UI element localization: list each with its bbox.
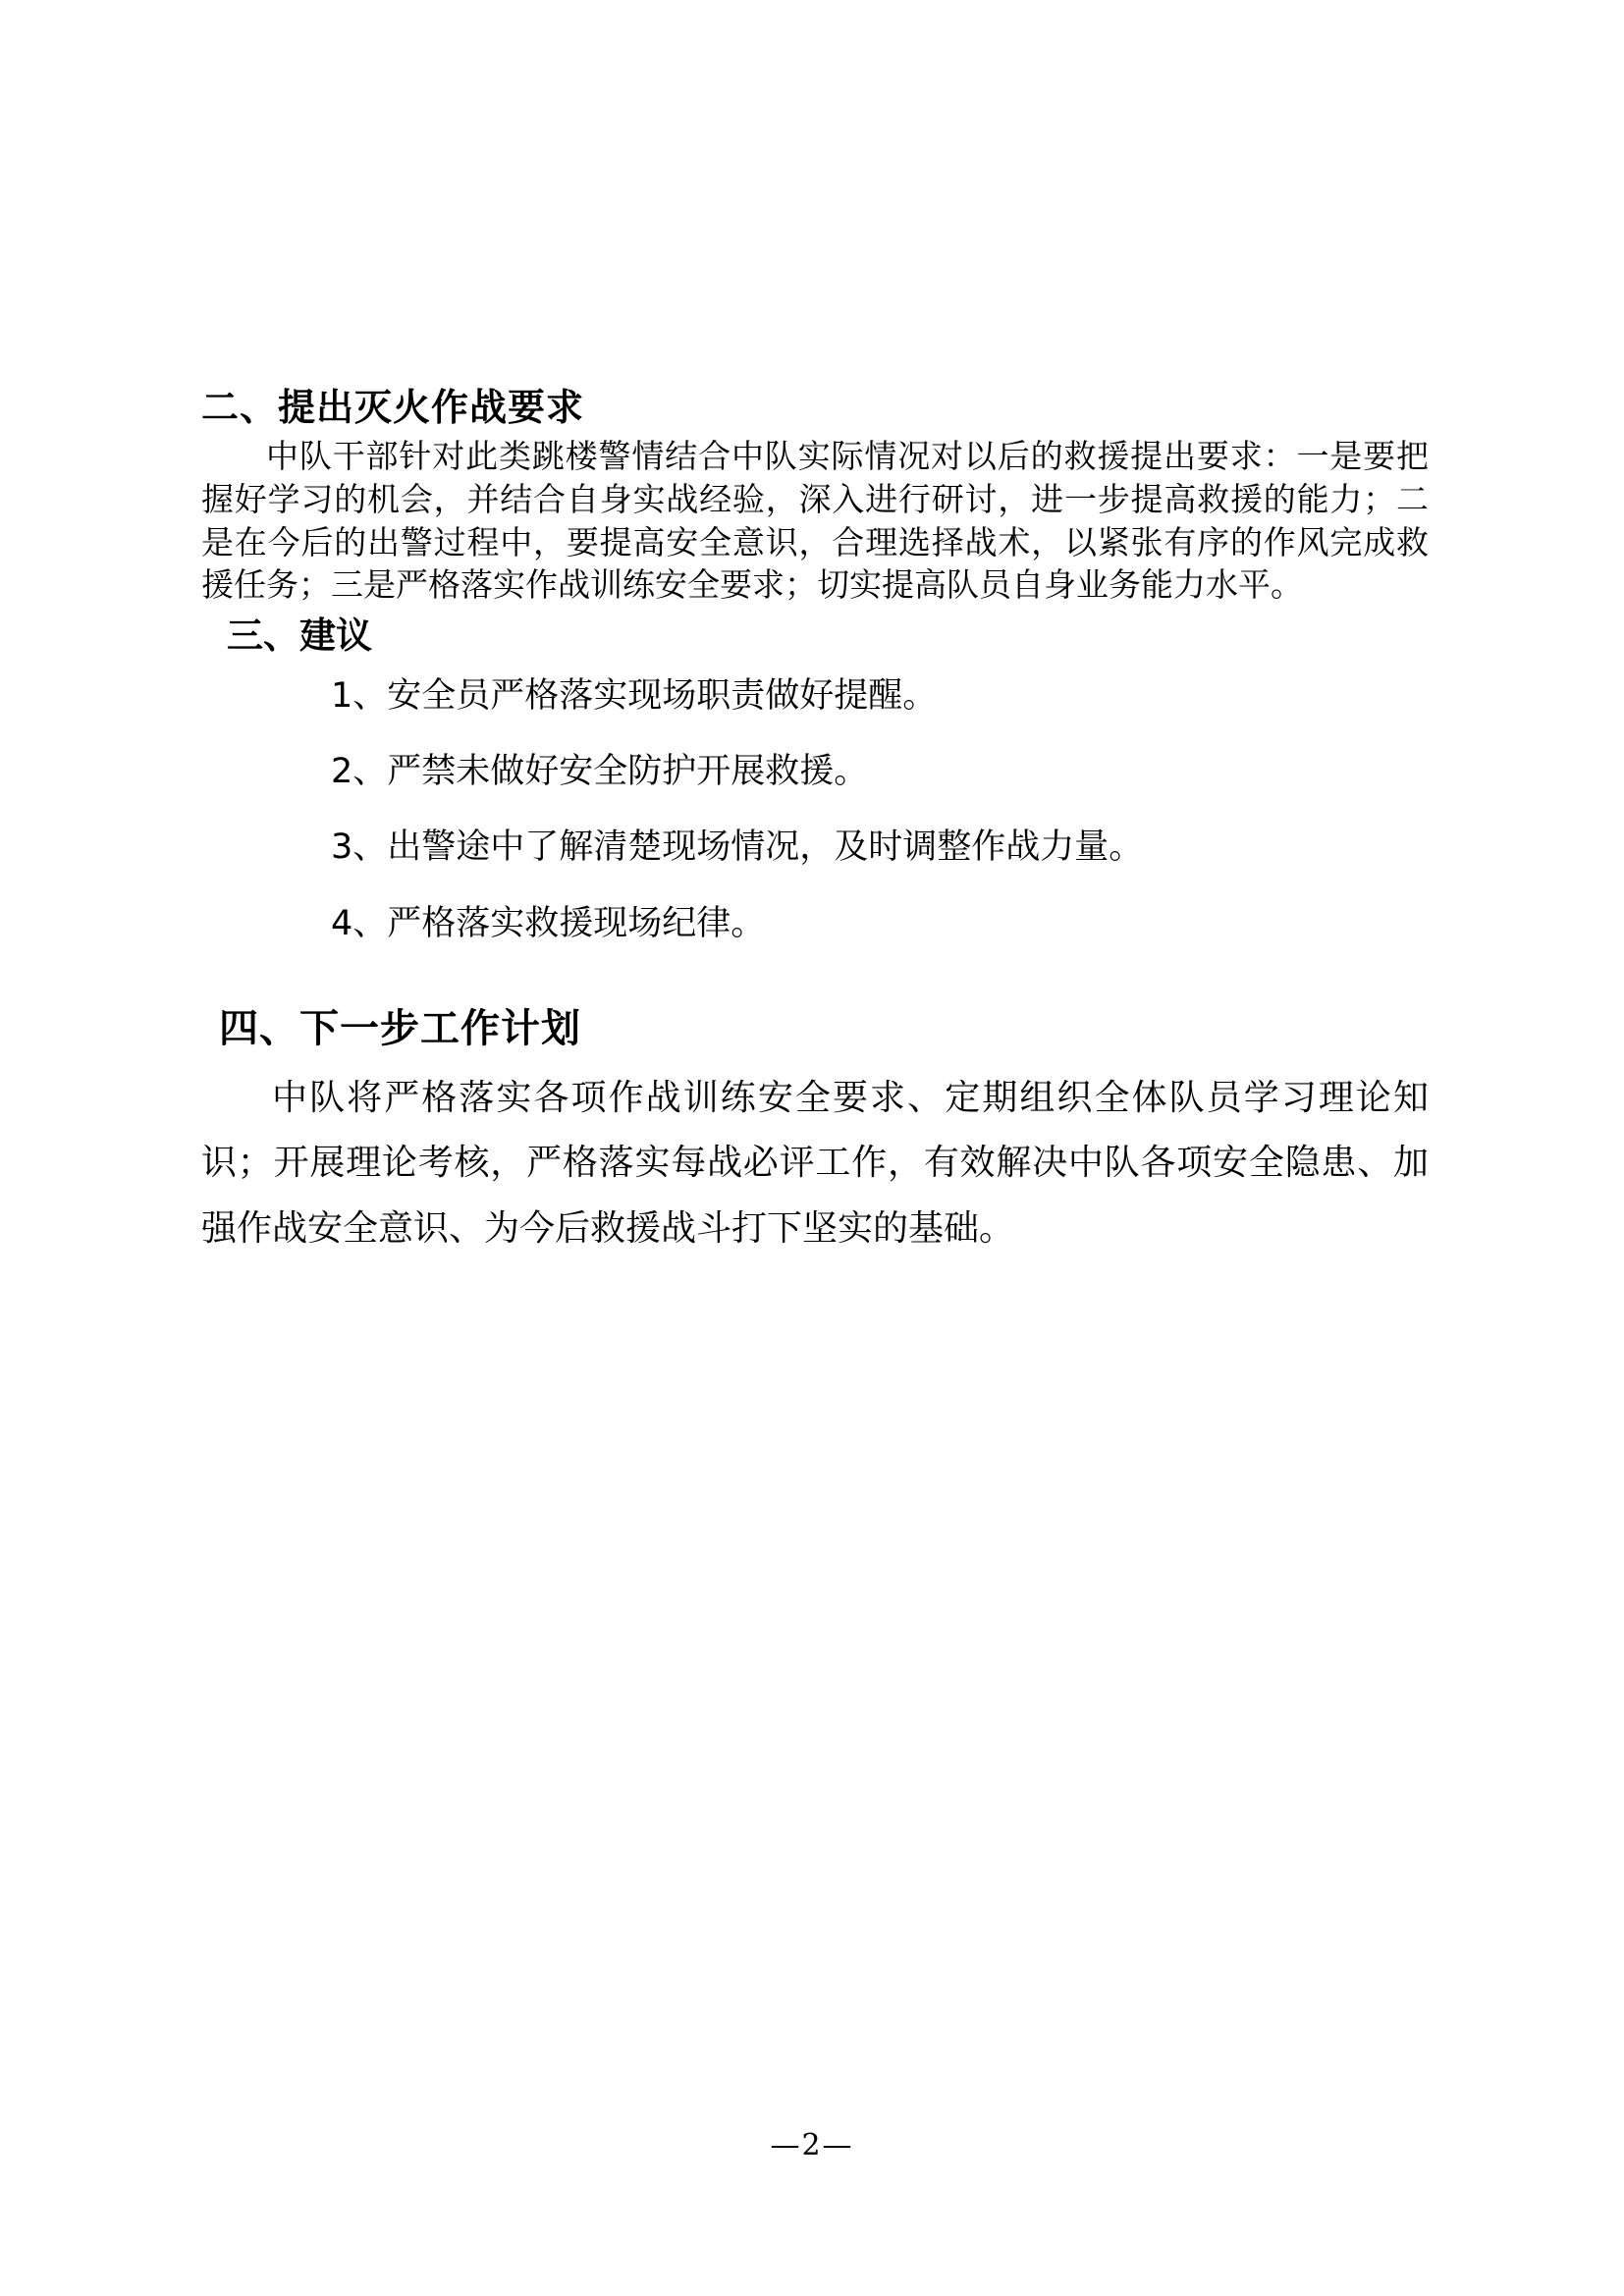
section-3-heading: 三、建议	[227, 614, 372, 658]
page-number: —2—	[770, 2128, 854, 2163]
section-4-paragraph: 中队将严格落实各项作战训练安全要求、定期组织全体队员学习理论知识；开展理论考核，严格落实每战必评工作，有效解决中队各项安全隐患、加强作战安全意识、为今后救援战斗打下坚实的基础。	[201, 1077, 1429, 1250]
list-item: 1、安全员严格落实现场职责做好提醒。	[331, 675, 938, 716]
document-body	[201, 388, 1429, 1262]
section-3-list	[201, 676, 1429, 944]
section-2-paragraph: 中队干部针对此类跳楼警情结合中队实际情况对以后的救援提出要求：一是要把握好学习的机会，并结合自身实战经验，深入进行研讨，进一步提高救援的能力；二是在今后的出警过程中，要提高安全意识，合理选择战术，以紧张有序的作风完成救援任务；三是严格落实作战训练安全要求；切实提高队员自身业务能力水平。	[201, 436, 1429, 605]
list-item: 2、严禁未做好安全防护开展救援。	[331, 751, 869, 791]
section-2-heading: 二、提出灭火作战要求	[201, 386, 585, 429]
section-4-heading: 四、下一步工作计划	[219, 1005, 581, 1051]
list-item: 4、严格落实救援现场纪律。	[331, 903, 766, 943]
list-item: 3、出警途中了解清楚现场情况，及时调整作战力量。	[331, 828, 1144, 868]
